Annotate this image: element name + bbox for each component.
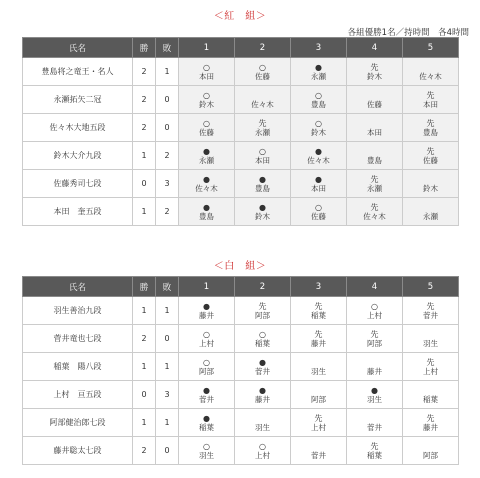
round-4-result-cell	[347, 297, 403, 325]
result-mark: 先	[426, 301, 435, 311]
losses-count: 1	[156, 409, 179, 437]
round-3-result-cell	[291, 142, 347, 170]
round-1-result-cell	[179, 198, 235, 226]
player-name: 佐藤秀司七段	[23, 170, 133, 198]
result-mark	[347, 147, 402, 156]
round-1-result-cell	[179, 170, 235, 198]
header-losses: 敗	[156, 277, 179, 297]
round-5-result-cell	[403, 58, 459, 86]
opponent-name: 阿部	[255, 310, 270, 320]
player-name: 稲葉 陽八段	[23, 353, 133, 381]
opponent-name: 鈴木	[367, 71, 382, 81]
opponent-name: 本田	[255, 155, 270, 165]
losses-count: 0	[156, 114, 179, 142]
opponent-name: 佐々木	[307, 155, 330, 165]
round-4-result-cell	[347, 409, 403, 437]
white-header-row	[23, 277, 459, 297]
opponent-name: 上村	[311, 422, 326, 432]
result-mark: ○	[259, 441, 266, 451]
result-mark	[347, 119, 402, 128]
wins-count: 2	[133, 58, 156, 86]
result-mark: 先	[314, 413, 323, 423]
round-4-result-cell	[347, 381, 403, 409]
result-mark	[347, 414, 402, 423]
header-round-1: 1	[179, 277, 235, 297]
losses-count: 1	[156, 58, 179, 86]
round-2-result-cell	[235, 353, 291, 381]
result-mark: ●	[203, 301, 210, 311]
result-mark: ●	[315, 174, 322, 184]
wins-count: 2	[133, 325, 156, 353]
opponent-name: 菅井	[423, 310, 438, 320]
round-1-result-cell	[179, 437, 235, 465]
opponent-name: 永瀬	[255, 127, 270, 137]
opponent-name: 藤井	[199, 310, 214, 320]
table-row	[23, 142, 459, 170]
result-mark: 先	[426, 146, 435, 156]
round-1-result-cell	[179, 381, 235, 409]
wins-count: 1	[133, 409, 156, 437]
opponent-name: 羽生	[199, 450, 214, 460]
round-4-result-cell	[347, 142, 403, 170]
opponent-name: 本田	[367, 127, 382, 137]
result-mark	[403, 442, 458, 451]
opponent-name: 阿部	[311, 394, 326, 404]
result-mark: ○	[315, 118, 322, 128]
result-mark: ○	[259, 329, 266, 339]
header-name: 氏名	[23, 277, 133, 297]
player-name: 上村 亘五段	[23, 381, 133, 409]
wins-count: 2	[133, 114, 156, 142]
round-1-result-cell	[179, 297, 235, 325]
round-2-result-cell	[235, 170, 291, 198]
round-3-result-cell	[291, 381, 347, 409]
round-3-result-cell	[291, 170, 347, 198]
opponent-name: 阿部	[367, 338, 382, 348]
opponent-name: 豊島	[311, 99, 326, 109]
result-mark: ●	[371, 385, 378, 395]
round-4-result-cell	[347, 170, 403, 198]
result-mark: 先	[370, 62, 379, 72]
opponent-name: 鈴木	[311, 127, 326, 137]
result-mark	[403, 203, 458, 212]
round-4-result-cell	[347, 114, 403, 142]
opponent-name: 永瀬	[199, 155, 214, 165]
round-5-result-cell	[403, 198, 459, 226]
opponent-name: 菅井	[311, 450, 326, 460]
table-row	[23, 114, 459, 142]
opponent-name: 稲葉	[199, 422, 214, 432]
result-mark: ●	[203, 174, 210, 184]
result-mark: 先	[426, 90, 435, 100]
round-2-result-cell	[235, 198, 291, 226]
result-mark: ○	[203, 441, 210, 451]
opponent-name: 豊島	[199, 211, 214, 221]
round-5-result-cell	[403, 86, 459, 114]
red-group-title: ＜紅 組＞	[213, 11, 267, 22]
result-mark: ○	[203, 90, 210, 100]
result-mark: 先	[426, 118, 435, 128]
losses-count: 2	[156, 198, 179, 226]
opponent-name: 佐藤	[199, 127, 214, 137]
round-4-result-cell	[347, 437, 403, 465]
round-3-result-cell	[291, 353, 347, 381]
player-name: 本田 奎五段	[23, 198, 133, 226]
red-group-table	[22, 37, 459, 226]
round-2-result-cell	[235, 409, 291, 437]
wins-count: 1	[133, 198, 156, 226]
result-mark: ○	[203, 357, 210, 367]
round-3-result-cell	[291, 409, 347, 437]
round-1-result-cell	[179, 86, 235, 114]
table-row	[23, 198, 459, 226]
opponent-name: 佐々木	[363, 211, 386, 221]
opponent-name: 稲葉	[367, 450, 382, 460]
opponent-name: 上村	[423, 366, 438, 376]
tournament-note: 各組優勝1名／持時間 各4時間	[347, 28, 469, 38]
opponent-name: 佐々木	[195, 183, 218, 193]
opponent-name: 稲葉	[311, 310, 326, 320]
round-2-result-cell	[235, 437, 291, 465]
round-5-result-cell	[403, 142, 459, 170]
result-mark: ○	[259, 62, 266, 72]
wins-count: 2	[133, 437, 156, 465]
losses-count: 3	[156, 170, 179, 198]
player-name: 菅井竜也七段	[23, 325, 133, 353]
opponent-name: 佐藤	[423, 155, 438, 165]
player-name: 羽生善治九段	[23, 297, 133, 325]
result-mark: ●	[259, 385, 266, 395]
wins-count: 0	[133, 381, 156, 409]
result-mark: 先	[370, 202, 379, 212]
wins-count: 0	[133, 170, 156, 198]
round-2-result-cell	[235, 58, 291, 86]
result-mark: ●	[315, 146, 322, 156]
opponent-name: 阿部	[199, 366, 214, 376]
table-row	[23, 325, 459, 353]
losses-count: 0	[156, 437, 179, 465]
opponent-name: 羽生	[311, 366, 326, 376]
result-mark: ●	[259, 202, 266, 212]
opponent-name: 上村	[367, 310, 382, 320]
opponent-name: 鈴木	[199, 99, 214, 109]
result-mark: ○	[203, 329, 210, 339]
header-round-5: 5	[403, 277, 459, 297]
header-round-4: 4	[347, 38, 403, 58]
result-mark	[235, 91, 290, 100]
wins-count: 1	[133, 142, 156, 170]
header-losses: 敗	[156, 38, 179, 58]
player-name: 鈴木大介九段	[23, 142, 133, 170]
result-mark: 先	[258, 301, 267, 311]
opponent-name: 佐藤	[367, 99, 382, 109]
opponent-name: 本田	[199, 71, 214, 81]
opponent-name: 豊島	[255, 183, 270, 193]
header-round-4: 4	[347, 277, 403, 297]
opponent-name: 永瀬	[311, 71, 326, 81]
losses-count: 2	[156, 142, 179, 170]
losses-count: 1	[156, 353, 179, 381]
table-row	[23, 381, 459, 409]
header-round-1: 1	[179, 38, 235, 58]
opponent-name: 藤井	[367, 366, 382, 376]
opponent-name: 羽生	[423, 338, 438, 348]
round-4-result-cell	[347, 353, 403, 381]
round-4-result-cell	[347, 86, 403, 114]
header-wins: 勝	[133, 38, 156, 58]
header-round-2: 2	[235, 38, 291, 58]
table-row	[23, 297, 459, 325]
round-4-result-cell	[347, 198, 403, 226]
result-mark	[347, 91, 402, 100]
opponent-name: 上村	[255, 450, 270, 460]
round-2-result-cell	[235, 325, 291, 353]
round-5-result-cell	[403, 114, 459, 142]
round-1-result-cell	[179, 409, 235, 437]
header-round-2: 2	[235, 277, 291, 297]
opponent-name: 稲葉	[255, 338, 270, 348]
opponent-name: 豊島	[367, 155, 382, 165]
table-row	[23, 353, 459, 381]
opponent-name: 佐藤	[311, 211, 326, 221]
round-1-result-cell	[179, 325, 235, 353]
losses-count: 1	[156, 297, 179, 325]
round-2-result-cell	[235, 114, 291, 142]
opponent-name: 永瀬	[423, 211, 438, 221]
header-round-5: 5	[403, 38, 459, 58]
opponent-name: 鈴木	[423, 183, 438, 193]
opponent-name: 佐々木	[251, 99, 274, 109]
round-3-result-cell	[291, 437, 347, 465]
opponent-name: 菅井	[367, 422, 382, 432]
result-mark: 先	[426, 413, 435, 423]
result-mark	[403, 63, 458, 72]
table-row	[23, 58, 459, 86]
opponent-name: 藤井	[255, 394, 270, 404]
result-mark: 先	[370, 174, 379, 184]
round-4-result-cell	[347, 58, 403, 86]
opponent-name: 豊島	[423, 127, 438, 137]
result-mark	[291, 386, 346, 395]
result-mark	[291, 358, 346, 367]
round-3-result-cell	[291, 325, 347, 353]
result-mark: ●	[203, 385, 210, 395]
result-mark: ●	[203, 413, 210, 423]
wins-count: 1	[133, 297, 156, 325]
result-mark: 先	[370, 329, 379, 339]
player-name: 佐々木大地五段	[23, 114, 133, 142]
table-row	[23, 409, 459, 437]
result-mark	[403, 386, 458, 395]
header-name: 氏名	[23, 38, 133, 58]
white-group-title: ＜白 組＞	[213, 261, 267, 272]
opponent-name: 藤井	[311, 338, 326, 348]
opponent-name: 本田	[311, 183, 326, 193]
opponent-name: 佐藤	[255, 71, 270, 81]
opponent-name: 本田	[423, 99, 438, 109]
round-5-result-cell	[403, 381, 459, 409]
losses-count: 0	[156, 86, 179, 114]
result-mark: 先	[314, 301, 323, 311]
round-3-result-cell	[291, 114, 347, 142]
opponent-name: 菅井	[255, 366, 270, 376]
round-5-result-cell	[403, 170, 459, 198]
opponent-name: 鈴木	[255, 211, 270, 221]
losses-count: 0	[156, 325, 179, 353]
result-mark	[347, 358, 402, 367]
table-row	[23, 170, 459, 198]
result-mark: 先	[258, 118, 267, 128]
result-mark: ●	[315, 62, 322, 72]
table-row	[23, 86, 459, 114]
opponent-name: 上村	[199, 338, 214, 348]
header-wins: 勝	[133, 277, 156, 297]
result-mark: ●	[203, 202, 210, 212]
result-mark: ○	[315, 202, 322, 212]
opponent-name: 佐々木	[419, 71, 442, 81]
round-5-result-cell	[403, 297, 459, 325]
result-mark	[403, 175, 458, 184]
round-4-result-cell	[347, 325, 403, 353]
player-name: 阿部健治郎七段	[23, 409, 133, 437]
opponent-name: 永瀬	[367, 183, 382, 193]
round-2-result-cell	[235, 297, 291, 325]
opponent-name: 羽生	[255, 422, 270, 432]
result-mark: ●	[259, 174, 266, 184]
losses-count: 3	[156, 381, 179, 409]
red-header-row	[23, 38, 459, 58]
opponent-name: 菅井	[199, 394, 214, 404]
round-1-result-cell	[179, 142, 235, 170]
round-3-result-cell	[291, 58, 347, 86]
opponent-name: 藤井	[423, 422, 438, 432]
round-3-result-cell	[291, 198, 347, 226]
result-mark: ●	[203, 146, 210, 156]
round-1-result-cell	[179, 353, 235, 381]
result-mark: ●	[259, 357, 266, 367]
header-round-3: 3	[291, 38, 347, 58]
table-row	[23, 437, 459, 465]
result-mark	[403, 330, 458, 339]
round-5-result-cell	[403, 353, 459, 381]
result-mark: ○	[203, 118, 210, 128]
wins-count: 1	[133, 353, 156, 381]
round-5-result-cell	[403, 325, 459, 353]
white-group-table	[22, 276, 459, 465]
round-1-result-cell	[179, 58, 235, 86]
round-5-result-cell	[403, 437, 459, 465]
round-2-result-cell	[235, 86, 291, 114]
round-2-result-cell	[235, 381, 291, 409]
round-2-result-cell	[235, 142, 291, 170]
player-name: 永瀬拓矢二冠	[23, 86, 133, 114]
result-mark: ○	[203, 62, 210, 72]
result-mark: ○	[371, 301, 378, 311]
opponent-name: 稲葉	[423, 394, 438, 404]
result-mark: ○	[259, 146, 266, 156]
result-mark: 先	[426, 357, 435, 367]
result-mark	[291, 442, 346, 451]
player-name: 藤井聡太七段	[23, 437, 133, 465]
round-3-result-cell	[291, 86, 347, 114]
round-1-result-cell	[179, 114, 235, 142]
player-name: 豊島将之竜王・名人	[23, 58, 133, 86]
result-mark: 先	[314, 329, 323, 339]
result-mark: ○	[315, 90, 322, 100]
opponent-name: 羽生	[367, 394, 382, 404]
result-mark: 先	[370, 441, 379, 451]
wins-count: 2	[133, 86, 156, 114]
header-round-3: 3	[291, 277, 347, 297]
round-3-result-cell	[291, 297, 347, 325]
result-mark	[235, 414, 290, 423]
round-5-result-cell	[403, 409, 459, 437]
opponent-name: 阿部	[423, 450, 438, 460]
